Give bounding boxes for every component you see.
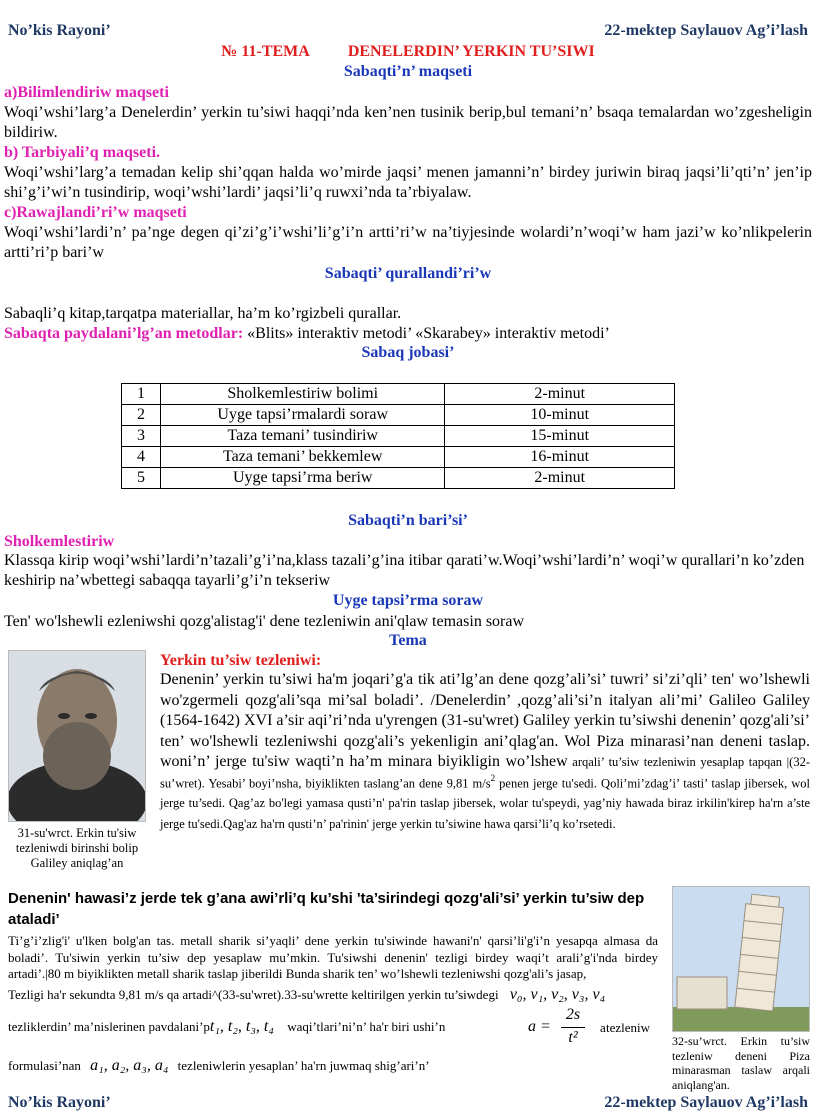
- galileo-portrait-drawing: [9, 651, 145, 821]
- page-title: [0, 43, 816, 61]
- final-text: tezleniwlerin yesaplan’ ha'rn juwmaq shig’ari’n’: [177, 1058, 430, 1073]
- formula-label: formulasi’nan: [8, 1058, 81, 1073]
- goals-section: [4, 83, 812, 263]
- freefall-text-small-b: penen jerge tu'sedi. Qoli’mi’zdag’i’ tasti’ taslap jibersek, wol jerge tu’sedi. Qag’az bo'legi yamasa qusti’n' pa'rin taslap jibersek, wolar tu'speydi, yag’niy hawada biraz irkilin'kirep ha'rn a’ste jerge tu'sedi.Qag'az ha'rn qusti’n’ pa'rinin' jerge yerkin tu’siwine hawa qarsi’li’q ko’rsetedi.: [160, 775, 810, 831]
- vacuum-para1: Ti’g’i’zlig'i' u'lken bolg'an tas. metall sharik si’yaqli’ dene yerkin tu'siwinde hawani'n' qarsi’li'g'i’n yesapqa almasa da boladi’. Tu'siwin yerkin tu’siw dep yesaplaw mu’mkin. Tu'siwshi denenin' tezligi birdey waqi’t arali’g'i'nda birdey artadi’.|80 m biyiklikten metall sharik taslap jiberildi Bunda sharik ten’ wo’lshewli tezleniwshi qozg'ali’s jasap,: [8, 933, 658, 981]
- plan-cell-stage: Uyge tapsi’rma beriw: [160, 468, 445, 489]
- footer-left: No’kis Rayoni’: [8, 1094, 111, 1111]
- plan-cell-stage: Taza temani’ tusindiriw: [160, 426, 445, 447]
- formula-tail: tezleniw: [606, 1020, 651, 1035]
- formula-fraction-line: [561, 1027, 585, 1028]
- methods-line: [4, 324, 610, 344]
- plan-row: [122, 405, 675, 426]
- plan-cell-stage: Sholkemlestiriw bolimi: [160, 384, 445, 405]
- plan-cell-time: 16-minut: [445, 447, 675, 468]
- lesson-plan-table: [121, 383, 675, 489]
- speed-line-text: Tezligi ha'r sekundta 9,81 m/s qa artadi^(33-su'wret).33-su'wrette keltirilgen yerkin tu’siwdegi: [8, 987, 499, 1002]
- vacuum-heading: Denenin' hawasi’z jerde tek g’ana awi’rli’q ku’shi 'ta’sirindegi qozg'ali’si’ yerkin tu’siw dep ataladi’: [8, 890, 645, 928]
- plan-cell-time: 2-minut: [445, 384, 675, 405]
- formula-after: a: [600, 1020, 606, 1035]
- footer-right: 22-mektep Saylauov Ag’i’lash: [604, 1094, 808, 1111]
- final-line: [8, 1058, 430, 1075]
- speed-line: [8, 987, 605, 1004]
- homework-title: Uyge tapsi’rma soraw: [332, 592, 484, 609]
- goal-a-text: Woqi’wshi’larg’a Denelerdin’ yerkin tu’siwi haqqi’nda ken’nen tusinik berip,bul temani’n’ bsaqa temalardan wo’zgesheligin bildiriw.: [4, 104, 812, 141]
- plan-row: [122, 426, 675, 447]
- goal-c-label: c)Rawajlandi’ri’w maqseti: [4, 204, 187, 221]
- plan-cell-time: 15-minut: [445, 426, 675, 447]
- galileo-caption: 31-su'wrct. Erkin tu'siw tezleniwdi birinshi bolip Galiley aniqlag’an: [15, 826, 139, 870]
- galileo-portrait: [8, 650, 146, 822]
- freefall-text: [160, 670, 810, 834]
- goal-b-text: Woqi’wshi’larg’a temadan kelip shi’qqan halda wo’mirde jaqsi’ menen jamanni’n’ birdey juriwin biraq jaqsi’li’qti’n’ jen’ip shi’g’i’wi’n tusindirip, woqi’wshi’lardi’ jaqsi’li’q ruwxi’nda ta’rbiyalaw.: [4, 164, 812, 201]
- goal-b-label: b) Tarbiyali’q maqseti.: [4, 144, 161, 161]
- plan-cell-number: 3: [122, 426, 161, 447]
- v-terms: v₀, v₁, v₂, v₃, v₄: [509, 986, 606, 1003]
- pisa-caption: 32-su’wrct. Erkin tu’siw tezleniw deneni Piza minarasman taslaw arqali aniqlang'an.: [672, 1034, 810, 1092]
- formula-lhs: a =: [528, 1018, 551, 1035]
- plan-cell-time: 2-minut: [445, 468, 675, 489]
- freefall-sup: 2: [490, 772, 496, 783]
- homework-text: Ten' wo'lshewli ezleniwshi qozg'alistag'i' dene tezleniwin ani'qlaw temasin soraw: [4, 613, 525, 630]
- formula-denominator: t²: [568, 1029, 578, 1046]
- equipment-text: Sabaqli’q kitap,tarqatpa materiallar, ha’m ko’rgizbeli qurallar.: [4, 305, 402, 322]
- goals-title: Sabaqti’n’ maqseti: [343, 63, 473, 80]
- t-terms: t₁, t₂, t₃, t₄: [209, 1018, 274, 1035]
- pisa-tower-drawing: [673, 887, 809, 1031]
- plan-title: Sabaq jobasi’: [361, 344, 455, 361]
- plan-cell-time: 10-minut: [445, 405, 675, 426]
- speeds-text: tezliklerdin’ ma’nislerinen pavdalani’p: [8, 1019, 210, 1034]
- plan-cell-number: 5: [122, 468, 161, 489]
- topic-name: DENELERDIN’ YERKIN TU’SIWI: [347, 43, 595, 60]
- org-label: Sholkemlestiriw: [4, 533, 115, 550]
- goal-a-label: a)Bilimlendiriw maqseti: [4, 84, 169, 101]
- equipment-title: Sabaqti’ qurallandi’ri’w: [324, 265, 492, 282]
- plan-cell-number: 4: [122, 447, 161, 468]
- methods-text: «Blits» interaktiv metodi’ «Skarabey» interaktiv metodi’: [243, 325, 610, 342]
- plan-cell-number: 1: [122, 384, 161, 405]
- pisa-tower-photo: [672, 886, 810, 1032]
- plan-cell-stage: Uyge tapsi’rmalardi soraw: [160, 405, 445, 426]
- progress-title: Sabaqti’n bari’si’: [348, 512, 468, 529]
- freefall-title: Yerkin tu’siw tezleniwi:: [160, 652, 322, 669]
- header-left: No’kis Rayoni’: [8, 22, 111, 39]
- plan-cell-stage: Taza temani’ bekkemlew: [160, 447, 445, 468]
- plan-row: [122, 384, 675, 405]
- plan-cell-number: 2: [122, 405, 161, 426]
- goal-c-text: Woqi’wshi’lardi’n’ pa’nge degen qi’zi’g’i’wshi’li’g’i’n artti’ri’w na’tiyjesinde wolardi’n’woqi’w ham jazi’w ko’nlikpelerin artti’ri’p bari’w: [4, 224, 812, 261]
- a-terms: a₁, a₂, a₃, a₄: [90, 1057, 169, 1074]
- plan-row: [122, 468, 675, 489]
- topic-title: Tema: [389, 632, 427, 649]
- methods-label: Sabaqta paydalani’lg’an metodlar:: [4, 325, 244, 342]
- freefall-text-small-a: arqali’ tu’siw tezleniwin yesaplap tapqan |(32-su’wret). Yesabi’ boyi’nsha, biyiklikten taslang’an dene 9,81 m/s: [160, 755, 810, 790]
- topic-number: № 11-TEMA: [221, 43, 310, 60]
- formula-numerator: 2s: [565, 1006, 581, 1023]
- freefall-text-large: Denenin’ yerkin tu’siwi ha'm joqari’g'a tik ati’lg’an dene qozg’ali’si’ tuwri’ si’zi’qli’ ten' wo’lshewli wo'zgermeli qozg'ali’sqa mi’sal boladi’. /Denelerdin’ ,qozg’ali’si’n italyan ali’mi’ Galileo Galiley (1564-1642) XVI a’sir aqi’ri’nda u'yrengen (31-su'wret) Galiley yerkin tu’siwshi denenin’ qozg'ali’si’ ten’ wo'lshewli tezleniwshi qozg'ali’s yekenligin ani’qlag'an. Wol Piza minarasi’nan deneni taslap. woni’n’ jerge tu'siw waqti’n ha’m minara biyikligin wo’lshew: [160, 671, 810, 770]
- org-text: Klassqa kirip woqi’wshi’lardi’n’tazali’g’i’na,klass tazali’g’ina itibar qarati’w.Woqi’wshi’lardi’n’ woqi’w qurallari’n ko’zden keshirip na’wbettegi sabaqqa tayarli’g’i’n tekseriw: [4, 552, 805, 589]
- times-text: waqi’tlari’ni’n’ ha'r biri ushi’n: [287, 1019, 446, 1034]
- plan-row: [122, 447, 675, 468]
- header-right: 22-mektep Saylauov Ag’i’lash: [604, 22, 808, 39]
